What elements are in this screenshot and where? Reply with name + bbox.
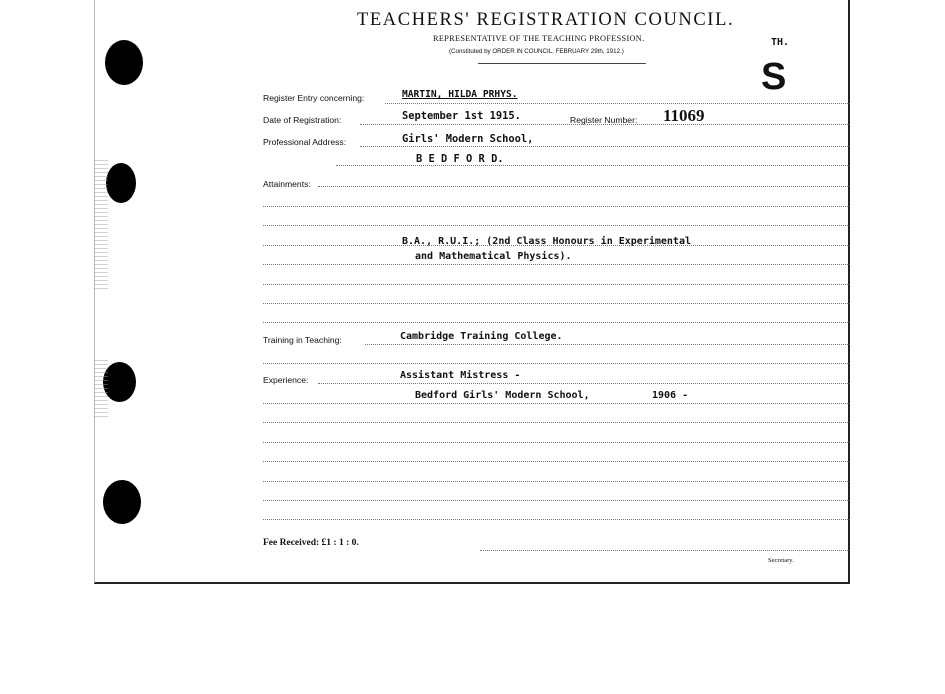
constitution-note: (Constituted by ORDER IN COUNCIL, FEBRUARY 29th, 1912.) xyxy=(449,48,624,55)
ruled-line xyxy=(263,422,850,423)
attainments-label: Attainments: xyxy=(263,179,311,189)
fee-rule xyxy=(480,550,850,551)
ruled-line xyxy=(263,519,850,520)
th-annotation: TH. xyxy=(771,37,790,48)
scan-edge-noise xyxy=(94,160,108,290)
register-number-value: 11069 xyxy=(663,106,705,125)
ruled-line xyxy=(263,322,850,323)
entry-rule xyxy=(385,103,850,104)
address-rule-2 xyxy=(336,165,850,166)
entry-label: Register Entry concerning: xyxy=(263,93,365,103)
scan-edge-noise xyxy=(94,360,108,420)
address-label: Professional Address: xyxy=(263,137,347,147)
register-number-label: Register Number: xyxy=(570,115,638,125)
punch-hole xyxy=(103,480,141,524)
header-rule xyxy=(478,63,646,64)
date-rule xyxy=(360,124,850,125)
council-subtitle: REPRESENTATIVE OF THE TEACHING PROFESSION. xyxy=(433,34,645,43)
experience-year: 1906 - xyxy=(652,390,689,401)
ruled-line xyxy=(263,225,850,226)
fee-received: Fee Received: £1 : 1 : 0. xyxy=(263,538,359,548)
punch-hole xyxy=(105,40,143,85)
attainments-line-2: and Mathematical Physics). xyxy=(415,251,572,262)
ruled-line xyxy=(263,363,850,364)
ruled-line xyxy=(263,500,850,501)
registration-card xyxy=(94,0,850,584)
date-label: Date of Registration: xyxy=(263,115,342,125)
training-value: Cambridge Training College. xyxy=(400,331,563,342)
ruled-line xyxy=(263,303,850,304)
date-value: September 1st 1915. xyxy=(402,110,521,122)
ruled-line xyxy=(263,442,850,443)
punch-hole xyxy=(106,163,136,203)
address-line-2: B E D F O R D. xyxy=(416,153,504,165)
experience-rule xyxy=(318,383,850,384)
experience-label: Experience: xyxy=(263,375,309,385)
attainments-rule xyxy=(318,186,850,187)
s-annotation: S xyxy=(761,56,787,98)
experience-line-2: Bedford Girls' Modern School, xyxy=(415,390,590,401)
ruled-line xyxy=(263,245,850,246)
ruled-line xyxy=(263,461,850,462)
training-label: Training in Teaching: xyxy=(263,335,342,345)
ruled-line xyxy=(263,284,850,285)
council-title: TEACHERS' REGISTRATION COUNCIL. xyxy=(357,10,735,30)
entry-value: MARTIN, HILDA PRHYS. xyxy=(402,89,518,100)
training-rule xyxy=(365,344,850,345)
secretary-label: Secretary. xyxy=(768,557,794,564)
ruled-line xyxy=(263,481,850,482)
experience-line-1: Assistant Mistress - xyxy=(400,370,521,381)
ruled-line xyxy=(263,264,850,265)
address-line-1: Girls' Modern School, xyxy=(402,133,534,145)
address-rule-1 xyxy=(360,146,850,147)
ruled-line xyxy=(263,206,850,207)
ruled-line xyxy=(263,403,850,404)
attainments-line-1: B.A., R.U.I.; (2nd Class Honours in Experimental xyxy=(402,236,691,247)
